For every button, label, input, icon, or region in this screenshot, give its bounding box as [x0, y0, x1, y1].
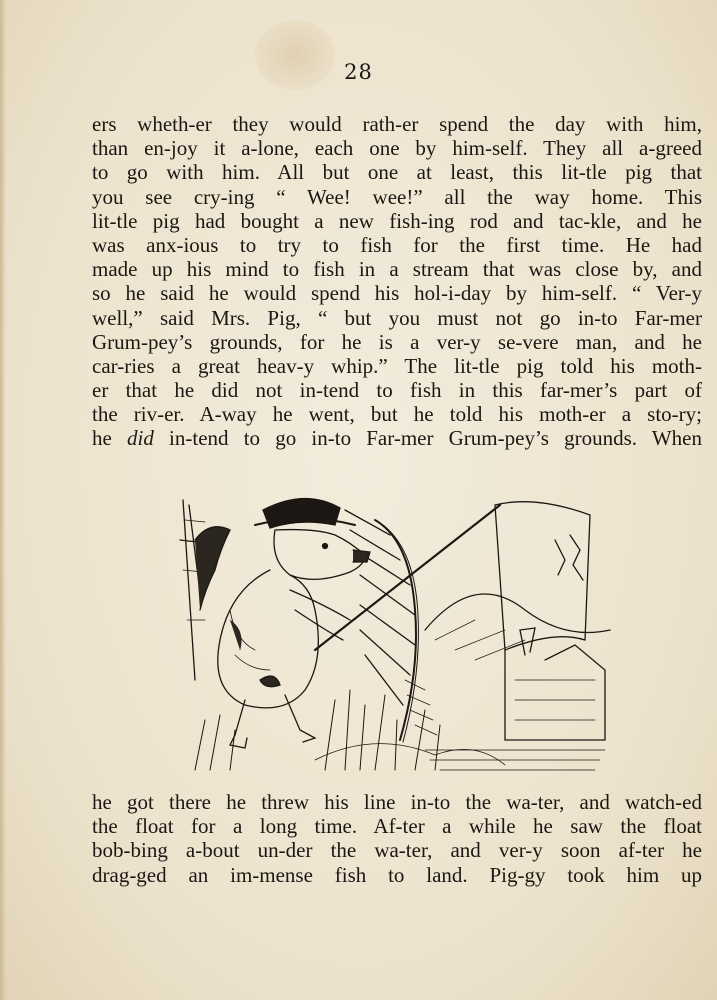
text-line: to go with him. All but one at least, this lit-tle pig that — [92, 160, 702, 185]
page-number: 28 — [344, 60, 373, 84]
text-line: car-ries a great heav-y whip.” The lit-tle pig told his moth- — [92, 353, 702, 378]
text-fragment: in-tend to go in-to Far-mer Grum-pey’s grounds. When — [153, 426, 703, 451]
pig-fishing-illustration — [175, 480, 615, 780]
text-line: he got there he threw his line in-to the wa-ter, and watch-ed — [92, 790, 702, 814]
text-line: drag-ged an im-mense fish to land. Pig-gy took him up — [92, 862, 702, 887]
text-line: lit-tle pig had bought a new fish-ing rod and tac-kle, and he — [92, 208, 702, 233]
text-line: er that he did not in-tend to fish in this far-mer’s part of — [92, 378, 702, 403]
text-line: than en-joy it a-lone, each one by him-self. They all a-greed — [92, 136, 702, 161]
text-line: Grum-pey’s grounds, for he is a ver-y se-vere man, and he — [92, 329, 702, 354]
text-line: the riv-er. A-way he went, but he told his moth-er a sto-ry; — [92, 402, 702, 427]
text-line: so he said he would spend his hol-i-day by him-self. “ Ver-y — [92, 281, 702, 306]
text-line: was anx-ious to try to fish for the first time. He had — [92, 232, 702, 257]
text-line: made up his mind to fish in a stream that was close by, and — [92, 257, 702, 282]
body-text-bottom — [92, 790, 702, 887]
text-line: ers wheth-er they would rath-er spend the day with him, — [92, 112, 702, 136]
text-line: you see cry-ing “ Wee! wee!” all the way home. This — [92, 184, 702, 209]
text-line: bob-bing a-bout un-der the wa-ter, and ver-y soon af-ter he — [92, 838, 702, 863]
emphasized-word: did — [127, 426, 154, 451]
text-line: well,” said Mrs. Pig, “ but you must not go in-to Far-mer — [92, 305, 702, 330]
body-text-top — [92, 112, 702, 451]
text-line: the float for a long time. Af-ter a while he saw the float — [92, 814, 702, 839]
page-edge-shadow — [0, 0, 6, 1000]
text-fragment: he — [92, 426, 128, 451]
text-line-with-emphasis — [92, 426, 702, 450]
